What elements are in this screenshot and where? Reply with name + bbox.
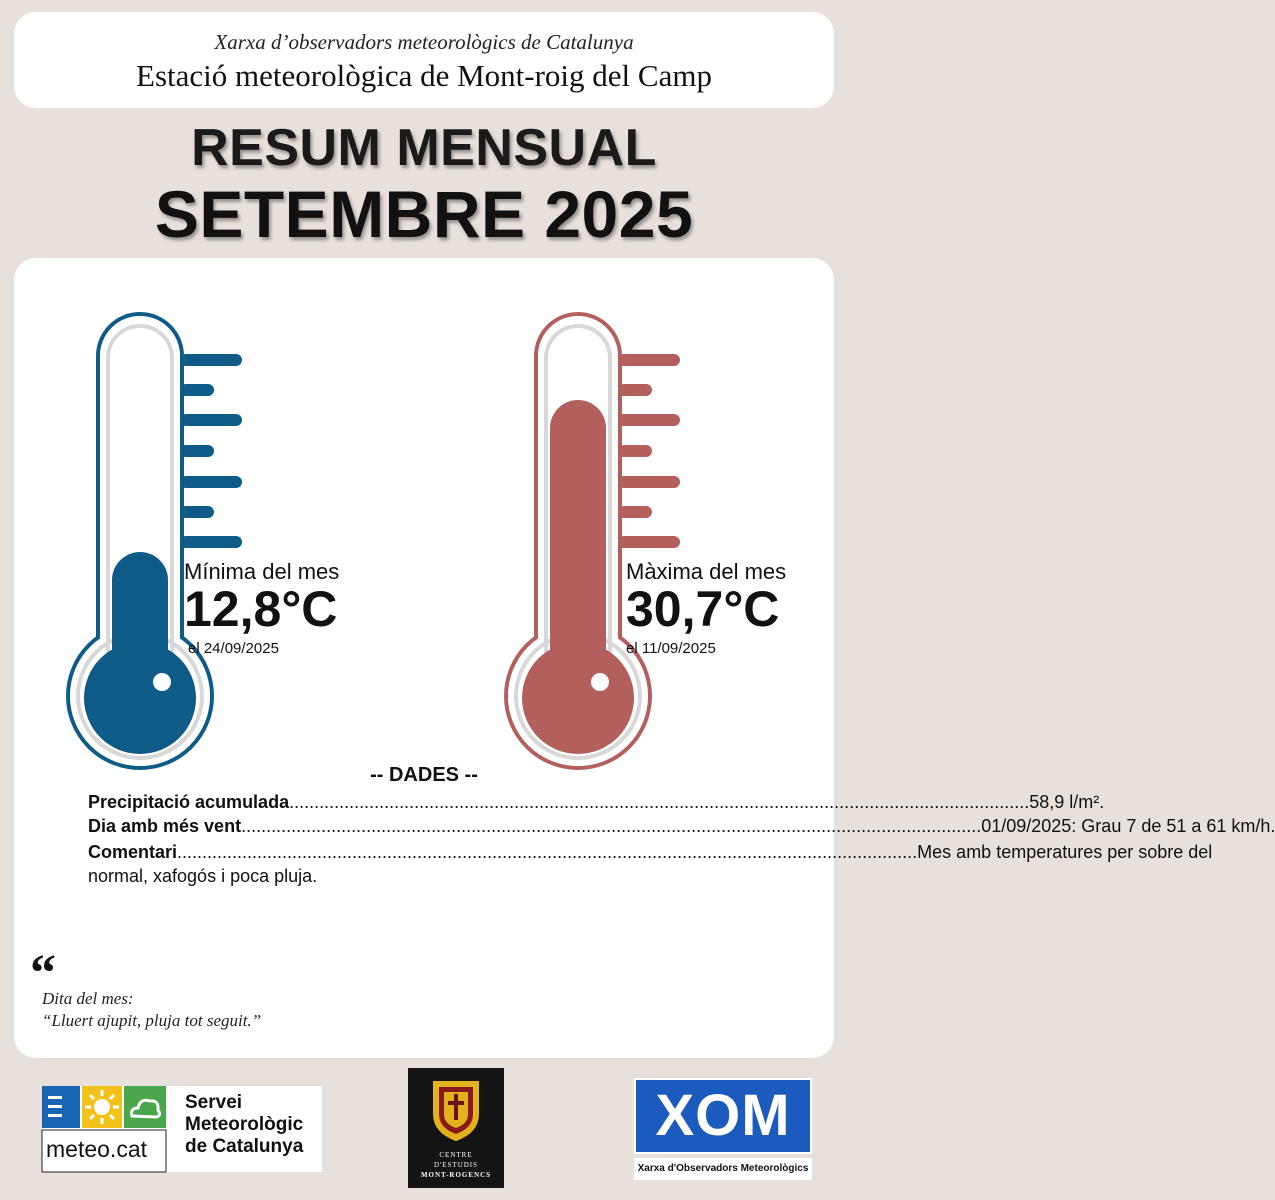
- maximum-date: el 11/09/2025: [626, 640, 716, 657]
- maximum-value: 30,7°C: [626, 581, 780, 637]
- minimum-value: 12,8°C: [184, 581, 338, 637]
- header-card: [14, 12, 834, 108]
- network-name: Xarxa d’observadors meteorològics de Catalunya: [214, 30, 634, 54]
- saying-text: “Lluert ajupit, pluja tot seguit.”: [42, 1011, 262, 1030]
- maximum-block: [626, 560, 786, 658]
- minimum-date: el 24/09/2025: [188, 640, 279, 657]
- cemr-line-2: D'ESTUDIS: [433, 1161, 479, 1169]
- precipitation-value: 58,9 l/m².: [1029, 792, 1105, 812]
- thermometer-max-icon: [494, 308, 694, 770]
- saying-block: [42, 988, 261, 1032]
- data-section-title: -- DADES --: [370, 764, 478, 786]
- wind-value: 01/09/2025: Grau 7 de 51 a 61 km/h.: [981, 816, 1275, 836]
- minimum-label: Mínima del mes: [184, 559, 340, 584]
- cemr-line-3: MONT-ROGENCS: [420, 1171, 492, 1179]
- xom-mark: [634, 1078, 812, 1154]
- smc-logo: [42, 1086, 322, 1172]
- leader-dots: ....................................................................................................................................................: [289, 792, 1030, 812]
- maximum-label: Màxima del mes: [626, 559, 787, 584]
- smc-name-line-3: de Catalunya: [185, 1136, 304, 1157]
- thermometer-min-icon: [56, 308, 256, 770]
- cemr-logo: [408, 1068, 504, 1188]
- station-name: Estació meteorològica de Mont-roig del Camp: [136, 58, 712, 93]
- precipitation-row: [88, 792, 1105, 813]
- comment-text-2: normal, xafogós i poca pluja.: [88, 866, 318, 886]
- comment-label: Comentari: [88, 842, 178, 862]
- cemr-line-1: CENTRE: [439, 1151, 473, 1159]
- smc-name-line-2: Meteorològic: [185, 1114, 304, 1135]
- comment-block: [88, 840, 1213, 888]
- leader-dots: ....................................................................................................................................................: [241, 816, 982, 836]
- saying-label: Dita del mes:: [42, 989, 134, 1008]
- minimum-block: [184, 560, 339, 658]
- wind-row: [88, 816, 1275, 837]
- cemr-name: [408, 1150, 504, 1180]
- report-title: RESUM MENSUAL: [191, 119, 657, 177]
- shield-icon: [408, 1068, 504, 1146]
- leader-dots: ....................................................................................................................................................: [177, 842, 918, 862]
- comment-text-1: Mes amb temperatures per sobre del: [917, 842, 1213, 862]
- smc-name: [185, 1092, 303, 1158]
- wind-label: Dia amb més vent: [88, 816, 242, 836]
- smc-name-line-1: Servei: [185, 1092, 243, 1113]
- report-period: SETEMBRE 2025: [154, 177, 694, 251]
- xom-name: Xarxa d'Observadors Meteorològics: [634, 1158, 812, 1180]
- xom-logo: [634, 1078, 812, 1180]
- precipitation-label: Precipitació acumulada: [88, 792, 290, 812]
- quote-icon: “: [30, 945, 56, 1002]
- meteo-cat-domain: meteo.cat: [46, 1136, 147, 1162]
- xom-mark-text: XOM: [655, 1083, 791, 1148]
